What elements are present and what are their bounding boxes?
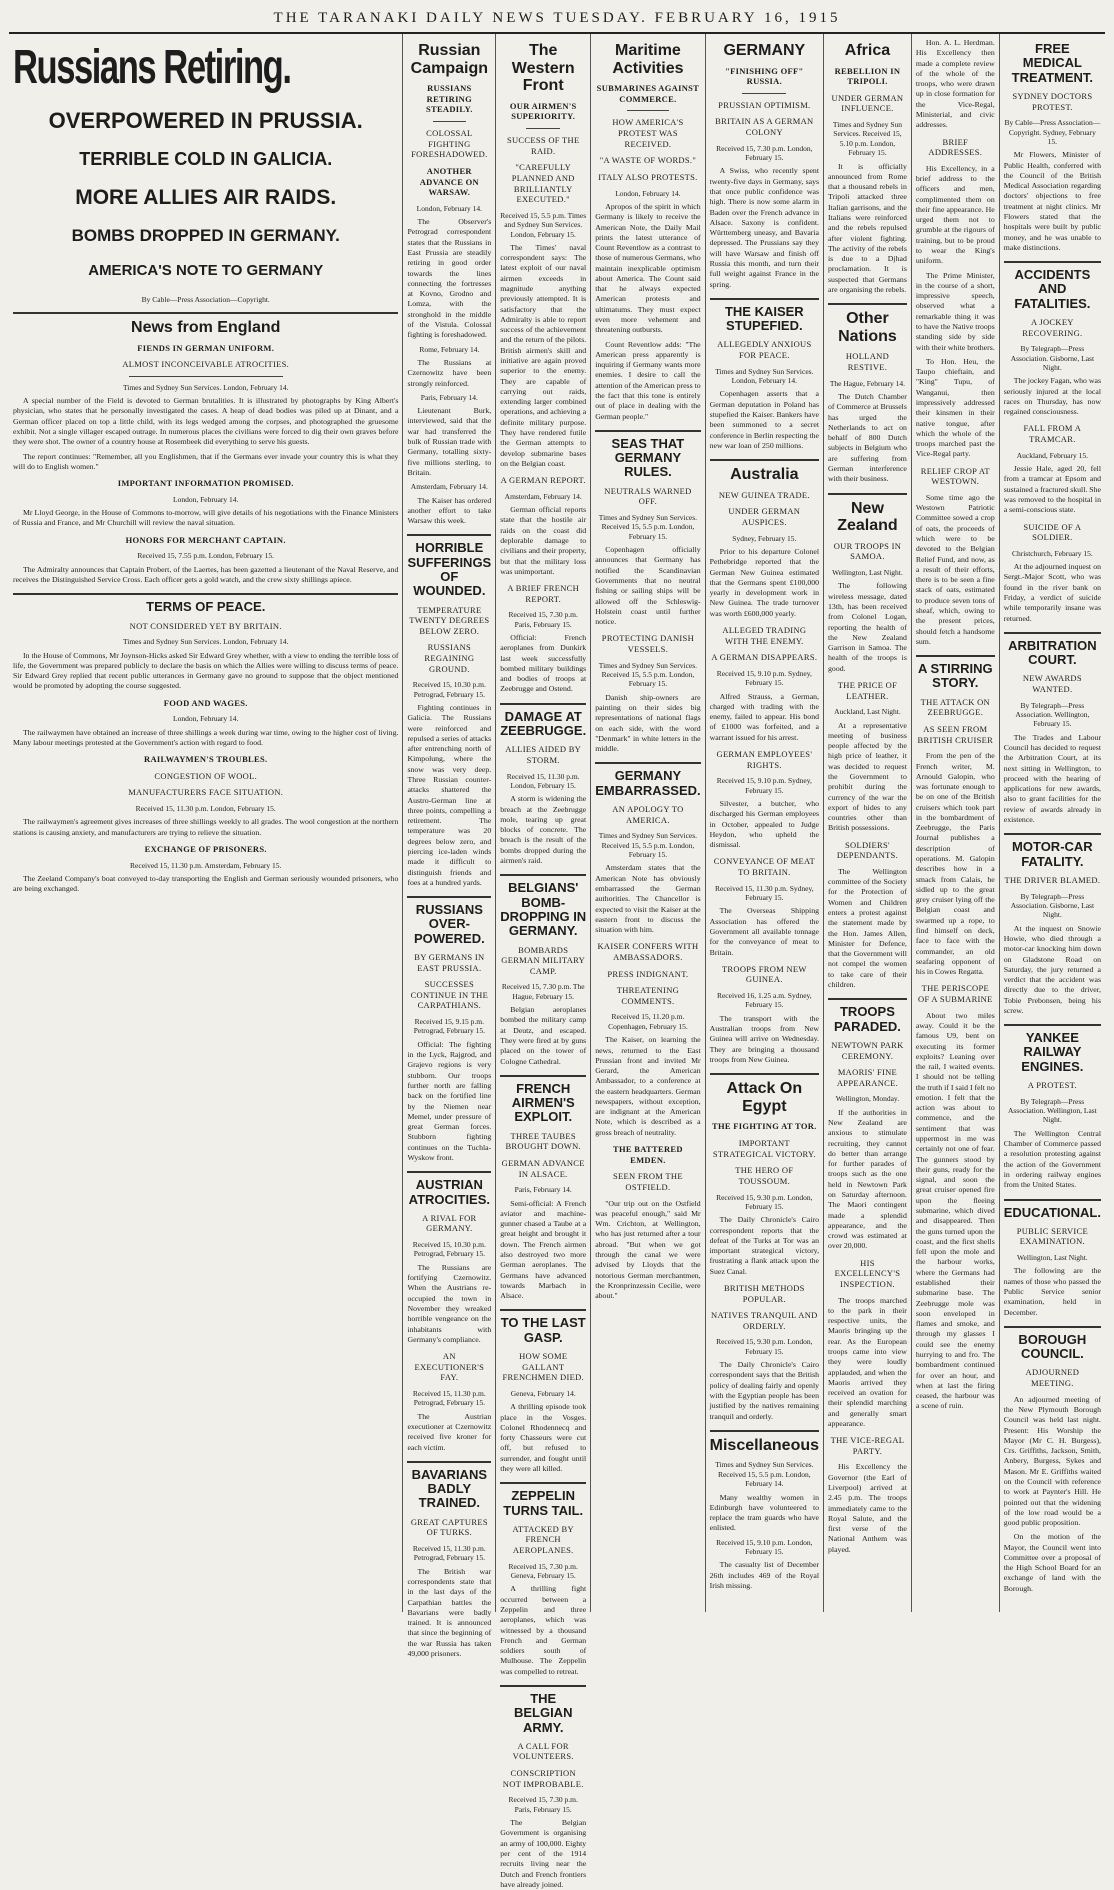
columns: [9, 34, 1105, 1889]
dateline: Received 15, 9.15 p.m. Petrograd, February 15.: [413, 1017, 485, 1036]
article-paragraph: Count Reventlow adds: "The American press apparently is inquiring if Germany wants more enemies. I desire to call the attention of the American press to the fact that this tone is entirely out of place in dealing with the German people.": [595, 339, 701, 421]
subheading: SEEN FROM THE OSTFIELD.: [612, 1171, 683, 1192]
article-paragraph: Hon. A. L. Herdman. His Excellency then made a complete review of the whole of the troops, who were drawn up in close formation for the Vice-Regal, Ministerial, and civic addresses.: [915, 38, 995, 130]
article-paragraph: The following wireless message, dated 13th, has been received from Colonel Logan, reporting the health of the New Zealand Garrison in Samoa. The health of the troops is good.: [828, 581, 907, 673]
dateline: London, February 14.: [173, 494, 239, 504]
subheading: ALLEGED TRADING WITH THE ENEMY.: [722, 624, 807, 646]
section-heading: BOROUGH COUNCIL.: [1018, 1331, 1087, 1362]
subheading: MAORIS' FINE APPEARANCE.: [836, 1067, 899, 1088]
subheading: THE PRICE OF LEATHER.: [837, 679, 898, 701]
dateline: Received 15, 11.30 p.m. Sydney, February 15.: [715, 883, 814, 902]
column-1: [9, 34, 402, 1612]
section-heading: Maritime Activities: [612, 42, 684, 77]
section-heading: News from England: [131, 318, 281, 336]
section-heading: GERMANY: [723, 42, 806, 59]
subheading: A GERMAN DISAPPEARS.: [711, 652, 818, 663]
column-6: [823, 34, 911, 1612]
section-heading: RUSSIANS OVER-POWERED.: [413, 902, 485, 946]
subheading: COLOSSAL FIGHTING FORESHADOWED.: [411, 128, 488, 160]
article-paragraph: The Russians at Czernowitz have been strongly reinforced.: [407, 357, 492, 388]
subheading: THE HERO OF TOUSSOUM.: [735, 1165, 794, 1186]
article-paragraph: Prior to his departure Colonel Pethebridge reported that the German New Guinea estimated that the Germans spent £100,000 yearly in development work in New Guinea. The trade turnover was worth £600,000 yearly.: [709, 546, 820, 618]
article-paragraph: The Observer's Petrograd correspondent states that the Russians in East Prussia are steadily retiring in good order towards the lines connecting the fortresses at Kovno, Grodno and Lomza, with the stronghold in the middle of the Vistula. Colossal fighting is foreshadowed.: [407, 217, 492, 340]
divider: [500, 1685, 586, 1687]
dateline: Christchurch, February 15.: [1011, 548, 1093, 558]
subheading: "CAREFULLY PLANNED AND BRILLIANTLY EXECUTED.": [511, 162, 575, 205]
article-paragraph: Mr Lloyd George, in the House of Commons to-morrow, will give details of his negotiations with the Finance Ministers of Russia and France, and Mr Churchill will review the naval situation.: [13, 508, 399, 528]
section-heading: THE BELGIAN ARMY.: [513, 1690, 573, 1735]
masthead: THE TARANAKI DAILY NEWS TUESDAY. FEBRUARY 16, 1915: [9, 6, 1105, 34]
section-heading: TROOPS PARADED.: [833, 1004, 901, 1034]
subheading: UNDER GERMAN INFLUENCE.: [831, 92, 904, 114]
headline-overpowered: OVERPOWERED IN PRUSSIA.: [48, 108, 363, 133]
dateline: Received 15, 7.30 p.m. Paris, February 15.: [508, 1795, 578, 1814]
subheading: NEUTRALS WARNED OFF.: [604, 485, 692, 507]
divider: [710, 459, 819, 461]
subheading: PRUSSIAN OPTIMISM.: [718, 99, 811, 110]
article-paragraph: The casualty list of December 26th includes 469 of the Royal Irish missing.: [709, 1560, 820, 1591]
article-paragraph: Fighting continues in Galicia. The Russians were reinforced and repulsed a series of attacks after entrenching north of Kimpolung, where the snow was very deep. Three Russian counter-attacks shattered the Austro-German line at three points, compelling a retirement. The temperature was 20 degrees below zero, and piercing ice-laden winds made it difficult to distinguish friends and foes at a hundred yards.: [407, 703, 492, 887]
subheading: SUICIDE OF A SOLDIER.: [1023, 521, 1082, 543]
article-paragraph: An adjourned meeting of the New Plymouth Borough Council was held last night. Present: His Worship the Mayor (Mr C. H. Burgess), Crs. Griffiths, Jackson, Smith, Anbery, Burgess, Sykes and Mason. Mr E. Griffiths waited on the Council with reference to work at Paynter's Hill. He pointed out that the widening of the low road would be a good public proposition.: [1003, 1394, 1101, 1528]
article-paragraph: The Prime Minister, in the course of a short, impressive speech, observed what a remarkable thing it was to have the Native troops standing side by side with their white brothers.: [915, 270, 995, 352]
subheading: RELIEF CROP AT WESTOWN.: [920, 465, 990, 487]
subheading: ALMOST INCONCEIVABLE ATROCITIES.: [122, 359, 290, 370]
article-paragraph: Mr Flowers, Minister of Public Health, conferred with the Council of the British Medical Association regarding doctors' objections to free treatment at night clinics. Mr Flowers stated that the hospitals were built by public money, and he was unable to make distinctions.: [1003, 150, 1101, 252]
divider: [1004, 261, 1101, 263]
article-paragraph: Danish ship-owners are painting on their sides big representations of national flags on each side, with the word "Denmark" in white letters in the middle.: [595, 692, 701, 754]
subheading: NEW GUINEA TRADE.: [718, 489, 810, 500]
dateline: Received 15, 11.20 p.m. Copenhagen, February 15.: [608, 1012, 688, 1031]
section-heading: Australia: [730, 466, 799, 484]
article-paragraph: In the House of Commons, Mr Joynson-Hicks asked Sir Edward Grey whether, with a view to ending the terrible loss of life, the Government was prepared publicly to declare the basis on which the Allies were willing to discuss terms of peace. Sir Edward Grey replied that recent public utterances in Germany gave no ground to suppose that the object mentioned would be promoted by adopting the course suggested.: [13, 650, 399, 691]
dateline: Received 15, 11.30 p.m. Petrograd, February 15.: [412, 1388, 486, 1408]
subheading: OUR TROOPS IN SAMOA.: [833, 540, 902, 562]
dateline: Sydney, February 15.: [732, 533, 797, 543]
section-heading: FRENCH AIRMEN'S EXPLOIT.: [511, 1080, 575, 1125]
article-paragraph: The Kaiser has ordered another effort to take Warsaw this week.: [407, 495, 492, 526]
section-heading: SEAS THAT GERMANY RULES.: [611, 435, 685, 480]
subheading: THE DRIVER BLAMED.: [1004, 874, 1101, 885]
article-paragraph: Lieutenant Burk, interviewed, said that the war had transferred the bulk of Russian trade with Germany, totalling sixty-five millions sterling, to Britain.: [407, 406, 492, 477]
article-paragraph: A thrilling episode took place in the Vosges. Colonel Rhodennecq and forty Chasseurs were cut off, but refused to surrender, and fought until they were all killed.: [500, 1402, 587, 1473]
article-paragraph: The British war correspondents state that in the last days of the Carpathian battles the Bavarians were badly trained. It is announced that since the beginning of the war Russia has taken 49,000 prisoners.: [407, 1566, 492, 1658]
subheading: HOW SOME GALLANT FRENCHMEN DIED.: [502, 1350, 584, 1383]
divider: [710, 298, 819, 300]
dateline: Received 15, 11.30 p.m. London, February 15.: [135, 804, 276, 814]
divider: [1004, 632, 1101, 634]
subheading: HOLLAND RESTIVE.: [845, 351, 890, 373]
section-heading: Other Nations: [838, 310, 897, 345]
divider: [710, 1430, 819, 1432]
byline: By Cable—Press Association—Copyright.: [141, 294, 270, 304]
dateline: Times and Sydney Sun Services. London, February 14.: [122, 382, 289, 392]
subheading: IMPORTANT STRATEGICAL VICTORY.: [712, 1138, 816, 1159]
dateline: Received 15, 7.30 p.m. The Hague, February 15.: [501, 982, 585, 1001]
subheading: GERMAN ADVANCE IN ALSACE.: [501, 1157, 585, 1179]
subheading: THE PERISCOPE OF A SUBMARINE: [918, 983, 993, 1005]
subheading: SOLDIERS' DEPENDANTS.: [836, 839, 899, 861]
subheading: BRITAIN AS A GERMAN COLONY: [715, 116, 814, 138]
article-paragraph: Many wealthy women in Edinburgh have volunteered to replace the tram guards who have enlisted.: [709, 1492, 820, 1533]
subheading: CONVEYANCE OF MEAT TO BRITAIN.: [713, 856, 815, 877]
article-paragraph: A thrilling fight occurred between a Zeppelin and three aeroplanes, which was witnessed by a thousand French and German soldiers south of Mulhouse. The Zeppelin was compelled to retreat.: [500, 1584, 587, 1676]
section-heading: The Western Front: [511, 42, 575, 95]
dateline: Amsterdam, February 14.: [504, 491, 582, 501]
section-heading: A STIRRING STORY.: [917, 661, 993, 691]
dateline: Received 15, 7.30 p.m. London, February 15.: [716, 143, 813, 163]
section-heading: MOTOR-CAR FATALITY.: [1012, 839, 1093, 869]
divider: [500, 1075, 586, 1077]
dateline: Received 15, 7.30 p.m. Geneva, February 15.: [508, 1561, 578, 1581]
article-paragraph: "Our trip out on the Ostfield was peaceful enough," said Mr Wm. Crichton, at Wellington, who has just returned after a tour abroad. "But when we got through the canal we were advised by Lloyds that the notorious German merchantmen, the Kronprinzessin Cecilie, were about.": [595, 1198, 701, 1301]
article-paragraph: About two miles away. Could it be the famous U9, bent on executing its former exploits? Leaning over the rail, I waited events. I should not be telling the truth if I said I felt no emotion. I felt that the action was about to commence, and the sentiment that was uppermost in me was certainly not one of fear. The gunners stood by their guns, ready for the signal, and soon the great cruiser opened fire upon the fleeing submarine, which dived and disappeared. Then the guns turned upon the coast, and the first shells fell upon the mole and the harbour works, where the Germans had established their submarine base. The Zeebrugge mole was soon enveloped in flames and smoke, and through my glasses I could see the enemy hurrying to and fro. The bombardment continued for over an hour, and when at last the firing ceased, the harbour was a scene of ruin.: [915, 1010, 995, 1411]
subheading: EXCHANGE OF PRISONERS.: [144, 844, 267, 855]
section-heading: FREE MEDICAL TREATMENT.: [1011, 41, 1094, 85]
subheading: THE VICE-REGAL PARTY.: [830, 1435, 905, 1456]
article-paragraph: The transport with the Australian troops from New Guinea will arrive on Wednesday. They are bringing a thousand troops from New Guinea.: [709, 1013, 820, 1064]
subheading: PUBLIC SERVICE EXAMINATION.: [1016, 1225, 1089, 1247]
article-paragraph: At the inquest on Snowie Howie, who died through a motor-car knocking him down on Gladstone Road on Saturday, the jury returned a verdict that the accident was directly due to the driver, Tobie Prebonsen, being his screw.: [1003, 923, 1101, 1015]
subheading: FOOD AND WAGES.: [163, 697, 248, 708]
column-7: [911, 34, 999, 1612]
section-heading: YANKEE RAILWAY ENGINES.: [1021, 1030, 1084, 1074]
divider: [500, 1309, 586, 1311]
article-paragraph: The Austrian executioner at Czernowitz received five kroner for each victim.: [407, 1411, 492, 1452]
divider: [407, 1461, 491, 1463]
subheading: NEW AWARDS WANTED.: [1022, 673, 1082, 695]
article-paragraph: The railwaymen's agreement gives increases of three shillings weekly to all grades. The wool congestion at the northern stations is causing anxiety, and manufacturers are trying to relieve the situation.: [13, 817, 399, 837]
dateline: By Telegraph—Press Association. Wellington, Last Night.: [1007, 1096, 1097, 1125]
dateline: Times and Sydney Sun Services. Received 15, 5.5 p.m. London, February 15.: [598, 831, 698, 860]
subheading: ITALY ALSO PROTESTS.: [598, 171, 698, 182]
article-paragraph: To Hon. Heu, the Taupo chieftain, and "King" Tupu, of Wanganui, then impressively addressed their kinsmen in their native tongue, after which the whole of the troops marched past the Vice-Regal party.: [915, 356, 995, 459]
dateline: Times and Sydney Sun Services. Received 15, 5.10 p.m. London, February 15.: [832, 120, 902, 158]
subheading: SYDNEY DOCTORS PROTEST.: [1012, 90, 1093, 112]
divider: [1004, 833, 1101, 835]
subheading: IMPORTANT INFORMATION PROMISED.: [117, 478, 294, 489]
article-paragraph: A Swiss, who recently spent twenty-five days in Germany, says that once public confidence was high. There is now some alarm in Baden over the French advance in Alsace. Saxony is confident. Württemberg uneasy, and Bavaria depressed. The Prussians say they will have Warsaw and finish off Russia this month, and turn their full weight against France in the spring.: [709, 166, 820, 289]
section-heading: DAMAGE AT ZEEBRUGGE.: [500, 708, 587, 739]
subheading: A RIVAL FOR GERMANY.: [422, 1212, 477, 1234]
article-paragraph: German official reports state that the hostile air raids on the coast did deplorable damage to civilians and their property, but that the military loss was unimportant.: [500, 505, 587, 576]
dateline: Received 16, 1.25 a.m. Sydney, February 15.: [716, 991, 812, 1010]
article-paragraph: The Daily Chronicle's Cairo correspondent reports that the defeat of the Turks at Tor was an important strategical victory, frustrating a flank attack upon the Suez Canal.: [709, 1215, 820, 1276]
article-paragraph: A storm is widening the breach at the Zeebrugge mole, tearing up great blocks of concrete. The breach is the result of the bombs dropped during the airmen's raid.: [500, 794, 587, 866]
column-2: [402, 34, 495, 1658]
subheading: THREATENING COMMENTS.: [616, 985, 680, 1006]
dateline: Received 15, 11.30 p.m. London, February 15.: [506, 771, 580, 790]
article-paragraph: The Daily Chronicle's Cairo correspondent says that the British policy of dealing fairly and openly with the Egyptian people has been justified by the natives remaining tranquil and orderly.: [709, 1360, 820, 1421]
section-heading: Africa: [844, 42, 891, 59]
headline-air-raids: MORE ALLIES AIR RAIDS.: [75, 185, 337, 209]
subheading: GERMAN EMPLOYEES' RIGHTS.: [716, 748, 813, 770]
dateline: Received 15, 9.30 p.m. London, February 15.: [716, 1337, 813, 1356]
headline-cold-galicia: TERRIBLE COLD IN GALICIA.: [79, 149, 333, 170]
subheading: TEMPERATURE TWENTY DEGREES BELOW ZERO.: [409, 604, 490, 636]
dateline: By Telegraph—Press Association. Wellington, February 15.: [1015, 700, 1090, 729]
subheading: SUCCESS OF THE RAID.: [506, 135, 580, 156]
divider: [407, 534, 491, 536]
subheading: HIS EXCELLENCY'S INSPECTION.: [834, 1257, 901, 1289]
dateline: Paris, February 14.: [420, 392, 478, 402]
section-heading: Miscellaneous: [709, 1436, 820, 1454]
column-8: [999, 34, 1105, 1612]
article-paragraph: The Times' naval correspondent says: The latest exploit of our naval airmen exceeds in magnitude anything previously attempted. It is satisfactory that the Admiralty is able to report success of the achievement and the return of the pilots. British airmen's skill and initiative are again proved superior to the enemy. They are capable of carrying out raids, extending larger combined operations, and achieving a definite military purpose. They have rendered futile the German attempts to develop submarine bases on the Belgian coast.: [500, 242, 587, 468]
subheading: BOMBARDS GERMAN MILITARY CAMP.: [501, 944, 586, 976]
divider: [407, 896, 491, 898]
subheading: NEWTOWN PARK CEREMONY.: [831, 1039, 904, 1061]
divider: [407, 1171, 491, 1173]
article-paragraph: The Dutch Chamber of Commerce at Brussels has urged the Netherlands to act on behalf of 800 Dutch subjects in Belgium who are suffering from German interference with their business.: [828, 392, 907, 484]
subheading: ALLEGEDLY ANXIOUS FOR PEACE.: [717, 339, 812, 361]
article-paragraph: Alfred Strauss, a German, charged with trading with the enemy, failed to appear. His bond of £1000 was forfeited, and a warrant issued for his arrest.: [709, 691, 820, 742]
dateline: Received 15, 9.30 p.m. London, February 15.: [716, 1192, 813, 1211]
article-paragraph: The report continues: "Remember, all you Englishmen, that if the Germans ever invade your country this is what they will do to English women.": [13, 451, 399, 471]
subheading: MANUFACTURERS FACE SITUATION.: [128, 787, 284, 798]
divider: [1004, 1326, 1101, 1328]
section-heading: TERMS OF PEACE.: [146, 599, 266, 615]
dateline: Wellington, Last Night.: [1017, 1253, 1088, 1263]
article-paragraph: On the motion of the Mayor, the Council went into Committee over a proposal of the High School Board for an exchange of land with the Borough.: [1003, 1532, 1101, 1593]
divider: [627, 110, 669, 111]
subheading: A CALL FOR VOLUNTEERS.: [512, 1740, 574, 1762]
section-heading: Attack On Egypt: [726, 1080, 803, 1115]
section-heading: EDUCATIONAL.: [1003, 1204, 1101, 1220]
article-paragraph: The troops marched to the park in their respective units, the Maoris bringing up the rear. As the European troops came into view they were loudly applauded, and when the Maoris arrived they received an ovation for their splendid marching and generally smart appearance.: [828, 1295, 907, 1428]
subheading: KAISER CONFERS WITH AMBASSADORS.: [597, 941, 699, 962]
dateline: Auckland, Last Night.: [834, 707, 901, 717]
subheading: A BRIEF FRENCH REPORT.: [507, 583, 580, 604]
divider: [1004, 1199, 1101, 1201]
subheading: GREAT CAPTURES OF TURKS.: [410, 1516, 488, 1538]
subheading: BRITISH METHODS POPULAR.: [723, 1282, 805, 1304]
dateline: By Cable—Press Association—Copyright. Sydney, February 15.: [1004, 118, 1101, 146]
headline-america-note: AMERICA'S NOTE TO GERMANY: [88, 261, 324, 279]
dateline: Geneva, February 14.: [510, 1388, 576, 1398]
dateline: London, February 14.: [416, 203, 483, 213]
article-paragraph: Official: French aeroplanes from Dunkirk last week successfully bombed military buildings and bodies of troops at Zeebrugge and Ostend.: [500, 633, 587, 694]
section-heading: AUSTRIAN ATROCITIES.: [408, 1177, 491, 1207]
subheading: A PROTEST.: [1027, 1080, 1077, 1091]
dateline: Received 15, 10.30 p.m. Petrograd, February 15.: [412, 1240, 486, 1259]
article-paragraph: Copenhagen officially announces that Germany has notified the Scandinavian Governments that no neutral fishing or sailing ships will be allowed off the Schleswig-Holstein coast until further notice.: [595, 545, 701, 627]
article-paragraph: Jessie Hale, aged 20, fell from a tramcar at Epsom and sustained a fractured skull. She was removed to the hospital in a semi-conscious state.: [1003, 464, 1101, 515]
divider: [526, 128, 560, 129]
divider: [742, 93, 786, 94]
divider: [595, 762, 700, 764]
dateline: Rome, February 14.: [419, 344, 480, 354]
dateline: Times and Sydney Sun Services. Received 15, 5.5 p.m. London, February 15.: [598, 512, 698, 541]
article-paragraph: Official: The fighting in the Lyck, Rajgrod, and Grajevo regions is very stubborn. Our troops further north are falling back on the fortified line by the Niemen near Memel, under pressure of great German forces. Stubborn fighting continues on the Tuchla-Wyskow front.: [407, 1039, 492, 1162]
section-heading: BELGIANS' BOMB-DROPPING IN GERMANY.: [500, 880, 587, 939]
subheading: BY GERMANS IN EAST PRUSSIA.: [414, 951, 485, 973]
divider: [1004, 1024, 1101, 1026]
article-paragraph: At a representative meeting of business people affected by the high price of leather, it was decided to request the Government to prohibit during the currency of the war the export of hides to any countries other than British possessions.: [828, 720, 907, 833]
headline-bombs: BOMBS DROPPED IN GERMANY.: [71, 226, 340, 246]
article-paragraph: The Kaiser, on learning the news, returned to the East Prussian front and invited Mr Gerard, the American Ambassador, to a conference at the eastern headquarters. German newspapers, without exception, are indignant at the American Note, which is described as a gross breach of neutrality.: [595, 1035, 701, 1137]
subheading: SUBMARINES AGAINST COMMERCE.: [596, 83, 700, 104]
article-paragraph: The Belgian Government is organising an army of 100,000. Eighty per cent of the 1914 recruits living near the Dutch and French frontiers have already joined.: [500, 1818, 587, 1889]
dateline: Received 15, 9.10 p.m. London, February 15.: [716, 1537, 813, 1557]
article-paragraph: The Wellington Central Chamber of Commerce passed a resolution protesting against the action of the Government in ordering railway engines from the United States.: [1003, 1128, 1101, 1190]
dateline: Received 15, 7.30 p.m. Paris, February 15.: [508, 610, 578, 629]
subheading: CONGESTION OF WOOL.: [154, 770, 258, 781]
article-paragraph: If the authorities in New Zealand are anxious to stimulate recruiting, they cannot do better than arrange for further parades of troops such as the one held in Newtown Park on Saturday afternoon. The Maori contingent made a splendid appearance, and the crowd was estimated at over 20,000.: [828, 1107, 907, 1251]
section-heading: TO THE LAST GASP.: [500, 1315, 586, 1345]
subheading: AN APOLOGY TO AMERICA.: [612, 804, 684, 825]
article-paragraph: The following are the names of those who passed the Public Service senior examination, held in December.: [1003, 1266, 1101, 1317]
subheading: OUR AIRMEN'S SUPERIORITY.: [509, 100, 577, 122]
dateline: Wellington, Monday.: [835, 1094, 900, 1104]
subheading: FIENDS IN GERMAN UNIFORM.: [137, 342, 275, 353]
article-paragraph: Copenhagen asserts that a German deputation in Poland has stupefied the Kaiser. Bankers have been summoned to a secret conference in Berlin respecting the new war loan of 250 millions.: [709, 389, 820, 450]
article-paragraph: The Wellington committee of the Society for the Protection of Women and Children enters a protest against the statement made by the Hon. James Allen, Minister for Defence, that the Government will not compel the women to take care of their children.: [828, 866, 907, 989]
article-paragraph: His Excellency, in a brief address to the officers and men, complimented them on their fine appearance. He urged them not to grumble at the rigours of training, but to be proud to wear the King's uniform.: [915, 163, 995, 266]
section-heading: ARBITRATION COURT.: [1008, 637, 1097, 668]
subheading: SUCCESSES CONTINUE IN THE CARPATHIANS.: [410, 979, 489, 1011]
subheading: A GERMAN REPORT.: [500, 475, 586, 486]
dateline: Times and Sydney Sun Services. London, February 14.: [715, 366, 814, 386]
subheading: NOT CONSIDERED YET BY BRITAIN.: [129, 620, 282, 631]
subheading: BRIEF ADDRESSES.: [928, 136, 983, 158]
dateline: Paris, February 14.: [514, 1185, 572, 1195]
column-3: [495, 34, 590, 1889]
dateline: Received 15, 7.55 p.m. London, February 15.: [137, 551, 275, 561]
subheading: THREE TAUBES BROUGHT DOWN.: [505, 1130, 581, 1152]
article-paragraph: His Excellency the Governor (the Earl of Liverpool) arrived at 2.45 p.m. The troops immediately came to the Royal Salute, and the first verse of the National Anthem was played.: [828, 1462, 907, 1554]
section-heading: Russian Campaign: [410, 42, 488, 77]
dateline: By Telegraph—Press Association. Gisborne, Last Night.: [1010, 891, 1095, 920]
subheading: ADJOURNED MEETING.: [1025, 1367, 1080, 1389]
subheading: AS SEEN FROM BRITISH CRUISER: [917, 723, 994, 745]
main-title: Russians Retiring.: [13, 41, 291, 94]
divider: [828, 998, 907, 1000]
article-paragraph: The railwaymen have obtained an increase of three shillings a week during war time, owing to the higher cost of living. Many labour meetings protested at the Government's action with regard to food.: [13, 727, 399, 747]
divider: [13, 593, 398, 595]
subheading: RAILWAYMEN'S TROUBLES.: [144, 754, 268, 765]
subheading: PROTECTING DANISH VESSELS.: [601, 633, 695, 654]
subheading: ALLIES AIDED BY STORM.: [505, 744, 582, 765]
subheading: AN EXECUTIONER'S FAY.: [414, 1351, 485, 1383]
article-paragraph: Belgian aeroplanes bombed the military camp at Deutz, and escaped. They were fired at by guns placed on the tower of Cologne Cathedral.: [500, 1005, 587, 1066]
divider: [433, 121, 467, 122]
section-heading: HORRIBLE SUFFERINGS OF WOUNDED.: [407, 540, 492, 599]
dateline: London, February 14.: [173, 714, 239, 724]
subheading: CONSCRIPTION NOT IMPROBABLE.: [502, 1768, 584, 1789]
article-paragraph: A special number of the Field is devoted to German brutalities. It is illustrated by photographs by King Albert's physician, who states that he personally investigated the cases. A heap of dead bodies was piled up at Dinant, and a German officer placed on top a little child, with its legs wedged among the corpses, and photographed the gruesome exhibit. Not a single villager escaped outrage. In numerous places the civilians were forced to dig their own graves before they were shot. The owner of a country house at Rosembeek did everything to serve his guests.: [13, 396, 399, 447]
section-heading: ACCIDENTS AND FATALITIES.: [1014, 267, 1091, 311]
article-paragraph: At the adjourned inquest on Sergt.-Major Scott, who was found in the river bank on Friday, a verdict of suicide while temporarily insane was returned.: [1003, 562, 1101, 623]
dateline: London, February 14.: [615, 188, 681, 198]
subheading: THE ATTACK ON ZEEBRUGGE.: [920, 696, 990, 718]
subheading: RUSSIANS REGAINING GROUND.: [424, 642, 475, 674]
subheading: "A WASTE OF WORDS.": [599, 155, 697, 166]
dateline: Wellington, Last Night.: [832, 568, 903, 578]
article-paragraph: The jockey Fagan, who was seriously injured at the local races on Thursday, has now regained consciousness.: [1003, 376, 1101, 417]
dateline: Received 15, 11.30 p.m. Amsterdam, February 15.: [130, 860, 282, 870]
divider: [500, 874, 586, 876]
subheading: THE FIGHTING AT TOR.: [712, 1121, 817, 1132]
subheading: THE BATTERED EMDEN.: [613, 1144, 683, 1165]
dateline: Received 15, 11.30 p.m. Petrograd, February 15.: [412, 1543, 486, 1563]
dateline: Received 15, 9.10 p.m. Sydney, February 15.: [716, 668, 812, 688]
article-paragraph: The Zeeland Company's boat conveyed to-day transporting the English and German seriously wounded prisoners, who are being exchanged.: [13, 874, 399, 894]
dateline: Received 15, 5.5 p.m. Times and Sydney Sun Services. London, February 15.: [500, 210, 587, 239]
newspaper-page: [9, 6, 1105, 1889]
article-paragraph: Semi-official: A French aviator and machine-gunner chased a Taube at a great height and brought it down. The French airmen also destroyed two more German aeroplanes. The Germans have advanced towards Marbach in Alsace.: [500, 1198, 587, 1301]
divider: [828, 303, 907, 305]
subheading: UNDER GERMAN AUSPICES.: [728, 506, 801, 527]
subheading: PRESS INDIGNANT.: [607, 968, 689, 979]
subheading: A JOCKEY RECOVERING.: [1022, 316, 1083, 338]
dateline: Times and Sydney Sun Services. London, February 14.: [122, 637, 289, 647]
dateline: Amsterdam, February 14.: [410, 482, 488, 492]
article-paragraph: From the pen of the French writer, M. Arnould Galopin, who was fortunate enough to be on one of the British cruisers which took part in the bombardment of Zeebrugge, the Paris Journal publishes a description of operations. M. Galopin describes how in a smack from Calais, he sidled up to the great grey cruiser lying off the Belgian coast and swarmed up a rope, to find himself on deck, face to face with the commander, an old seafaring opponent of his in Cowes Regatta.: [915, 751, 995, 977]
divider: [916, 655, 995, 657]
subheading: NATIVES TRANQUIL AND ORDERLY.: [711, 1310, 818, 1331]
article-paragraph: Amsterdam states that the American Note has obviously embarrassed the German authorities. The Chancellor is expected to visit the Kaiser at the eastern front to discuss the situation with him.: [595, 863, 701, 935]
subheading: "FINISHING OFF" RUSSIA.: [725, 65, 804, 87]
article-paragraph: Some time ago the Westown Patriotic Committee sowed a crop of oats, the proceeds of which were to be devoted to the Belgian Relief Fund, and now, as a result of their efforts, there is to be seen a fine stack of oats, estimated to produce seven tons of sheaf, which, owing to the present prices, should fetch a handsome sum.: [915, 492, 995, 646]
section-heading: ZEPPELIN TURNS TAIL.: [503, 1488, 584, 1518]
divider: [500, 1482, 586, 1484]
divider: [500, 703, 586, 705]
column-5: [705, 34, 823, 1612]
dateline: Auckland, February 15.: [1016, 450, 1088, 460]
article-paragraph: Apropos of the spirit in which Germany is likely to receive the American Note, the Daily Mail prints the latest utterance of Count Reventlow as a contrast to those of numerous Germans, who maintain inexplicable optimism about America. The Count said that he always expected American protests and ultimatums. They must expect even more vehement and threatening outbursts.: [595, 201, 701, 335]
dateline: Received 15, 10.30 p.m. Petrograd, February 15.: [412, 680, 486, 699]
article-paragraph: It is officially announced from Rome that a thousand rebels in Tripoli attacked three Italian garrisons, and the Italians were reinforced and the rebels repulsed after violent fighting. The activity of the rebels is due to a Djhad proclamation. It is suspected that Germans are organising the rebels.: [828, 161, 907, 294]
divider: [129, 376, 283, 377]
section-heading: BAVARIANS BADLY TRAINED.: [411, 1466, 488, 1511]
subheading: FALL FROM A TRAMCAR.: [1023, 423, 1082, 445]
subheading: ATTACKED BY FRENCH AEROPLANES.: [512, 1523, 574, 1556]
article-paragraph: The Overseas Shipping Association has offered the Government all available tonnage for the conveyance of meat to Britain.: [709, 906, 820, 957]
divider: [828, 493, 907, 495]
subheading: REBELLION IN TRIPOLI.: [834, 65, 901, 87]
section-heading: THE KAISER STUPEFIED.: [724, 303, 804, 334]
column-4: [590, 34, 704, 1612]
subheading: TROOPS FROM NEW GUINEA.: [721, 963, 807, 985]
section-heading: New Zealand: [837, 499, 898, 535]
dateline: Received 15, 9.10 p.m. Sydney, February 15.: [716, 776, 812, 795]
dateline: Times and Sydney Sun Services. Received 15, 5.5 p.m. London, February 15.: [598, 660, 698, 689]
dateline: Times and Sydney Sun Services. Received 15, 5.5 p.m. London, February 14.: [715, 1460, 814, 1489]
subheading: RUSSIANS RETIRING STEADILY.: [425, 83, 473, 115]
divider: [710, 1073, 819, 1075]
article-paragraph: The Admiralty announces that Captain Probert, of the Laertes, has been gazetted a lieutenant of the Naval Reserve, and receives the Distinguished Service Cross. Each officer gets a gold watch, and the crew sixty shillings apiece.: [13, 564, 399, 584]
article-paragraph: The Trades and Labour Council has decided to request the Arbitration Court, at its next sitting in Wellington, to proceed with the hearing of applications for new awards, also to grant facilities for the review of awards already in existence.: [1003, 732, 1101, 825]
dateline: The Hague, February 14.: [829, 378, 906, 388]
dateline: By Telegraph—Press Association. Gisborne, Last Night.: [1010, 344, 1095, 372]
subheading: HOW AMERICA'S PROTEST WAS RECEIVED.: [612, 117, 684, 149]
article-paragraph: Silvester, a butcher, who discharged his German employees in October, appealed to Judge Heydon, who upheld the dismissal.: [709, 798, 820, 850]
divider: [13, 312, 398, 314]
section-heading: GERMANY EMBARRASSED.: [595, 768, 701, 798]
subheading: ANOTHER ADVANCE ON WARSAW.: [419, 165, 479, 198]
subheading: HONORS FOR MERCHANT CAPTAIN.: [125, 534, 286, 545]
divider: [595, 430, 700, 432]
article-paragraph: The Russians are fortifying Czernowitz. When the Austrians re-occupied the town in November they wreaked horrible vengeance on the inhabitants with Germany's compliance.: [407, 1262, 492, 1344]
